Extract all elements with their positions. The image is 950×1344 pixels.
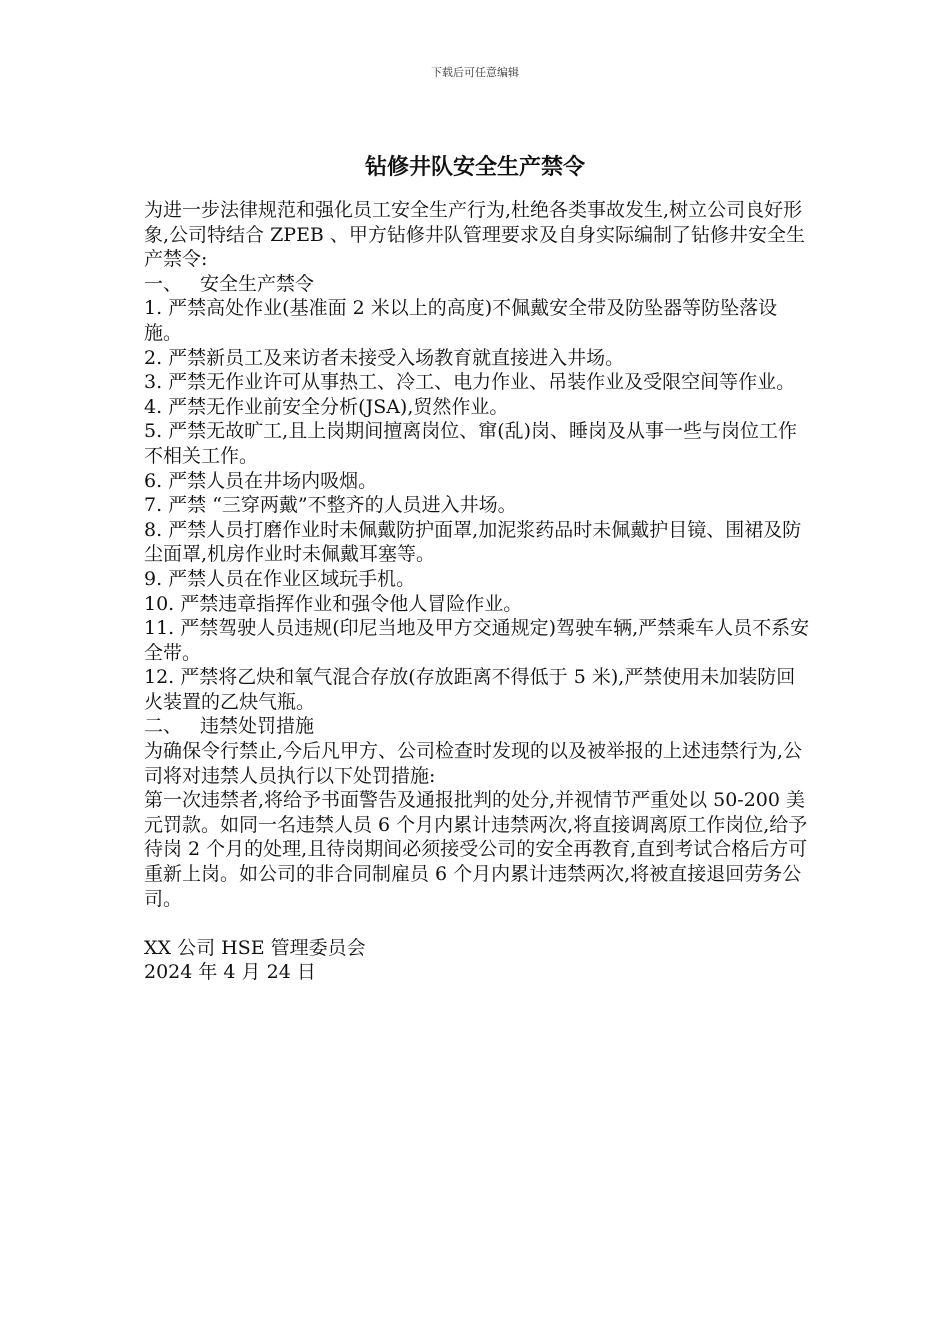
rule-item: 3. 严禁无作业许可从事热工、冷工、电力作业、吊装作业及受限空间等作业。 bbox=[144, 371, 796, 394]
rule-item: 11. 严禁驾驶人员违规(印尼当地及甲方交通规定)驾驶车辆,严禁乘车人员不系安全带。 bbox=[144, 617, 810, 664]
rule-item: 7. 严禁 “三穿两戴”不整齐的人员进入井场。 bbox=[144, 494, 517, 517]
blank-line bbox=[144, 911, 812, 936]
rule-item: 10. 严禁违章指挥作业和强令他人冒险作业。 bbox=[144, 592, 523, 615]
rule-item: 9. 严禁人员在作业区域玩手机。 bbox=[144, 567, 416, 590]
section-number: 一、 bbox=[144, 272, 183, 295]
page-header-note: 下载后可任意编辑 bbox=[431, 66, 519, 79]
section-number: 二、 bbox=[144, 715, 183, 738]
section-heading-prohibitions bbox=[144, 272, 812, 297]
penalty-intro-paragraph: 为确保令行禁止,今后凡甲方、公司检查时发现的以及被举报的上述违禁行为,公司将对违禁人员执行以下处罚措施: bbox=[144, 740, 803, 787]
document-title: 钻修井队安全生产禁令 bbox=[364, 154, 585, 180]
rule-item: 12. 严禁将乙炔和氧气混合存放(存放距离不得低于 5 米),严禁使用未加装防回火装置的乙炔气瓶。 bbox=[144, 666, 796, 713]
section-heading-penalties bbox=[144, 714, 812, 739]
rule-item: 5. 严禁无故旷工,且上岗期间擅离岗位、窜(乱)岗、睡岗及从事一些与岗位工作不相关工作。 bbox=[144, 420, 798, 467]
rule-item: 1. 严禁高处作业(基准面 2 米以上的高度)不佩戴安全带及防坠器等防坠落设施。 bbox=[144, 297, 778, 344]
rule-item: 2. 严禁新员工及来访者未接受入场教育就直接进入井场。 bbox=[144, 346, 625, 369]
penalty-detail-paragraph: 第一次违禁者,将给予书面警告及通报批判的处分,并视情节严重处以 50-200 美元罚款。如同一名违禁人员 6 个月内累计违禁两次,将直接调离原工作岗位,给予待岗 2 个月的处理,且待岗期间必须接受公司的安全再教育,直到考试合格后方可重新上岗。如公司的非合同制雇员 6 个月内累计违禁两次,将被直接退回劳务公司。 bbox=[144, 789, 808, 910]
signature-organization: XX 公司 HSE 管理委员会 bbox=[144, 936, 366, 959]
section-title: 违禁处罚措施 bbox=[200, 715, 315, 738]
rule-item: 8. 严禁人员打磨作业时未佩戴防护面罩,加泥浆药品时未佩戴护目镜、围裙及防尘面罩,机房作业时未佩戴耳塞等。 bbox=[144, 518, 802, 566]
signature-date: 2024 年 4 月 24 日 bbox=[144, 961, 316, 984]
intro-paragraph: 为进一步法律规范和强化员工安全生产行为,杜绝各类事故发生,树立公司良好形象,公司特结合 ZPEB 、甲方钻修井队管理要求及自身实际编制了钻修井安全生产禁令: bbox=[144, 199, 805, 271]
section-title: 安全生产禁令 bbox=[200, 272, 315, 295]
rule-item: 6. 严禁人员在井场内吸烟。 bbox=[144, 469, 378, 492]
document-body bbox=[144, 198, 812, 985]
rule-item: 4. 严禁无作业前安全分析(JSA),贸然作业。 bbox=[144, 395, 509, 418]
rules-list bbox=[144, 296, 812, 714]
